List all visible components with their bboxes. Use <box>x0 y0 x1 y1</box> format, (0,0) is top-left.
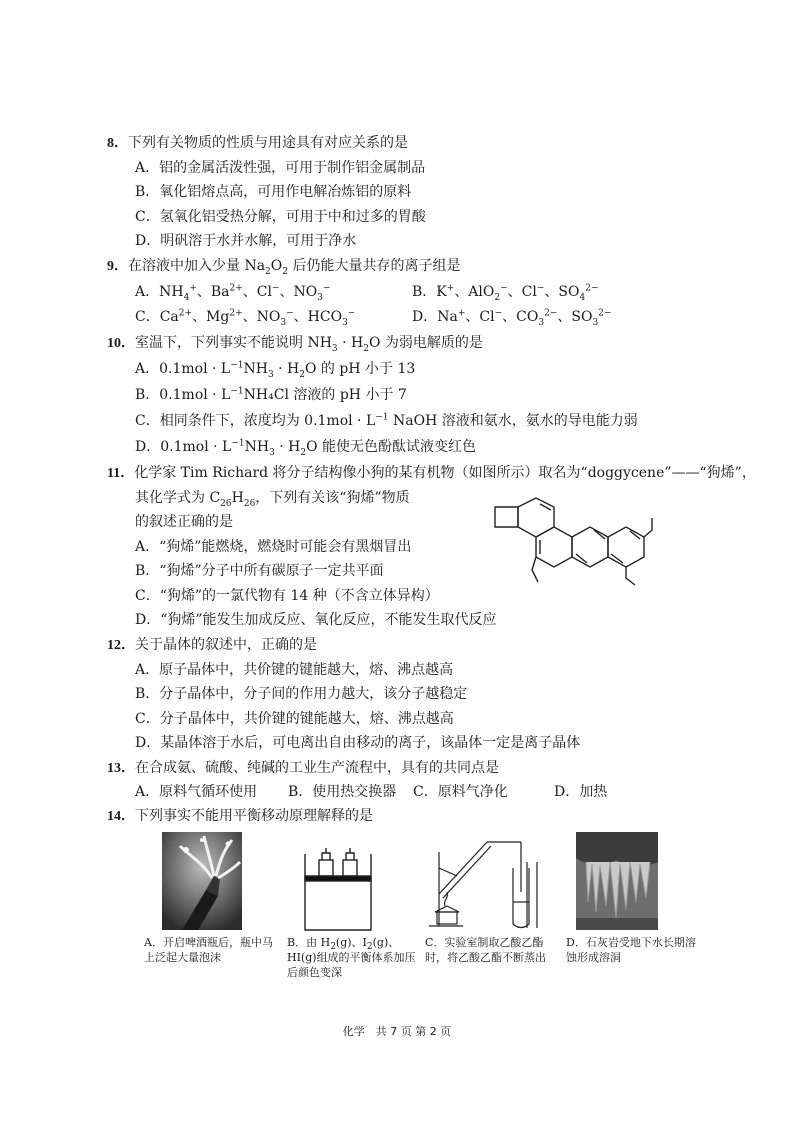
question-13 <box>107 758 499 779</box>
question-number: 9． <box>107 259 128 274</box>
option-d: D．Na+、Cl−、$CO_3^{2-}$、$SO_3^{2-}$ <box>412 308 612 328</box>
question-8 <box>107 133 408 154</box>
option-d: D．“狗烯”能发生加成反应、氧化反应，不能发生取代反应 <box>135 612 497 628</box>
question-stem-post: 为弱电解质的是 <box>380 335 483 351</box>
option-a: A．铝的金属活泼性强，可用于制作铝金属制品 <box>135 160 426 176</box>
question-stem-line3: 的叙述正确的是 <box>135 514 233 530</box>
question-11 <box>107 463 756 484</box>
option-text: NH <box>243 361 268 377</box>
question-stem: 在合成氨、硫酸、纯碱的工业生产流程中，具有的共同点是 <box>135 760 499 776</box>
option-d: D．$0.1mol \cdot L^{-1}NH_3 \cdot H_2O$ 能使无色酚酞试液变红色 <box>135 438 477 458</box>
option-b: B．使用热交换器 <box>288 784 397 800</box>
doggycene-structure-figure <box>490 492 660 587</box>
option-a: A．$0.1mol \cdot L^{-1}NH_3 \cdot H_2O$ 的 pH 小于 13 <box>135 360 416 380</box>
question-number: 11． <box>107 466 135 481</box>
option-label: B． <box>412 284 437 300</box>
option-text: B．0.1mol · L <box>135 387 231 403</box>
question-9: 9．在溶液中加入少量 $Na_2O_2$ 后仍能大量共存的离子组是 <box>107 258 461 277</box>
question-10: 10．室温下，下列事实不能说明 $NH_3 \cdot H_2O$ 为弱电解质的是 <box>107 335 483 354</box>
stem-text: ，下列有关该“狗烯”物质 <box>255 490 410 506</box>
option-text: NH <box>244 439 270 455</box>
question-number: 10． <box>107 336 135 351</box>
question-number: 13． <box>107 761 135 776</box>
option-d: D．加热 <box>554 784 608 800</box>
question-14 <box>107 806 373 827</box>
option-c: C．“狗烯”的一氯代物有 14 种（不含立体异构） <box>135 588 439 604</box>
ester-distillation-apparatus <box>427 832 547 932</box>
caption-d: D．石灰岩受地下水长期溶蚀形成溶洞 <box>566 936 696 964</box>
option-d: D．某晶体溶于水后，可电离出自由移动的离子，该晶体一定是离子晶体 <box>135 735 581 751</box>
option-text: NaOH 溶液和氨水，氨水的导电能力弱 <box>388 413 638 429</box>
question-stem-post: 后仍能大量共存的离子组是 <box>288 258 461 274</box>
option-b: B．氧化铝熔点高，可用作电解冶炼铝的原料 <box>135 184 412 200</box>
question-12 <box>107 635 317 656</box>
option-label: D． <box>412 309 438 325</box>
caption-a: A．开启啤酒瓶后，瓶中马上泛起大量泡沫 <box>144 936 273 964</box>
option-c: C．原料气净化 <box>413 784 508 800</box>
question-stem: 下列事实不能用平衡移动原理解释的是 <box>135 808 373 824</box>
option-c: C．氢氧化铝受热分解，可用于中和过多的胃酸 <box>135 209 426 225</box>
question-stem-line1: 化学家 Tim Richard 将分子结构像小狗的某有机物（如图所示）取名为“doggycene”——“狗烯”， <box>134 465 756 481</box>
limestone-cave-photo <box>576 832 658 930</box>
option-b: B．分子晶体中，分子间的作用力越大，该分子越稳定 <box>135 686 468 702</box>
question-stem-line2: 其化学式为 $C_{26}H_{26}$，下列有关该“狗烯”物质 <box>135 490 410 509</box>
caption-c: C．实验室制取乙酸乙酯时，将乙酸乙酯不断蒸出 <box>425 936 546 964</box>
option-b: B．“狗烯”分子中所有碳原子一定共平面 <box>135 563 384 579</box>
option-text: C．相同条件下，浓度均为 0.1mol · L <box>135 413 376 429</box>
question-number: 8． <box>107 136 128 151</box>
stem-text: 其化学式为 C <box>135 490 221 506</box>
gas-equilibrium-container <box>303 836 373 932</box>
beer-bottle-photo <box>162 832 242 930</box>
question-stem-pre: 室温下，下列事实不能说明 NH <box>135 335 332 351</box>
question-stem: 下列有关物质的性质与用途具有对应关系的是 <box>128 135 408 151</box>
option-text: A．0.1mol · L <box>135 361 231 377</box>
option-text: NH₄Cl 溶液的 pH 小于 7 <box>243 387 407 403</box>
option-b: B．$0.1mol \cdot L^{-1}NH_4Cl$ 溶液的 pH 小于 7 <box>135 386 407 403</box>
caption-b-text: 组成的平衡体系加压后颜色变深 <box>287 951 416 979</box>
option-a: A．原料气循环使用 <box>135 784 258 800</box>
option-c: C．$Ca^{2+}$、$Mg^{2+}$、$NO_3^-$、$HCO_3^-$ <box>135 308 356 328</box>
option-label: C． <box>135 309 160 325</box>
option-text: O 能使无色酚酞试液变红色 <box>306 439 477 455</box>
question-number: 12． <box>107 638 135 653</box>
option-a: A．“狗烯”能燃烧，燃烧时可能会有黑烟冒出 <box>135 539 412 555</box>
option-c: C．相同条件下，浓度均为 $0.1mol \cdot L^{-1}$ NaOH 溶液和氨水，氨水的导电能力弱 <box>135 412 638 429</box>
option-text: O 的 pH 小于 13 <box>305 361 416 377</box>
option-a: A．$NH_4^+$、$Ba^{2+}$、Cl−、$NO_3^-$ <box>135 283 331 303</box>
option-a: A．原子晶体中，共价键的键能越大，熔、沸点越高 <box>135 662 454 678</box>
option-c: C．分子晶体中，共价键的键能越大，熔、沸点越高 <box>135 711 454 727</box>
option-b: B．K+、AlO$_2$−、Cl−、$SO_4^{2-}$ <box>412 283 599 303</box>
question-stem: 关于晶体的叙述中，正确的是 <box>135 637 317 653</box>
question-stem-pre: 在溶液中加入少量 Na <box>128 258 266 274</box>
page-footer: 化学 共 7 页 第 2 页 <box>342 1025 452 1038</box>
option-label: A． <box>135 284 160 300</box>
option-text: D．0.1mol · L <box>135 439 232 455</box>
question-number: 14． <box>107 809 135 824</box>
option-d: D．明矾溶于水并水解，可用于净水 <box>135 233 357 249</box>
caption-b: B．由 $H_2(g)$、$I_2(g)$、HI(g)组成的平衡体系加压后颜色变深 <box>287 936 416 979</box>
